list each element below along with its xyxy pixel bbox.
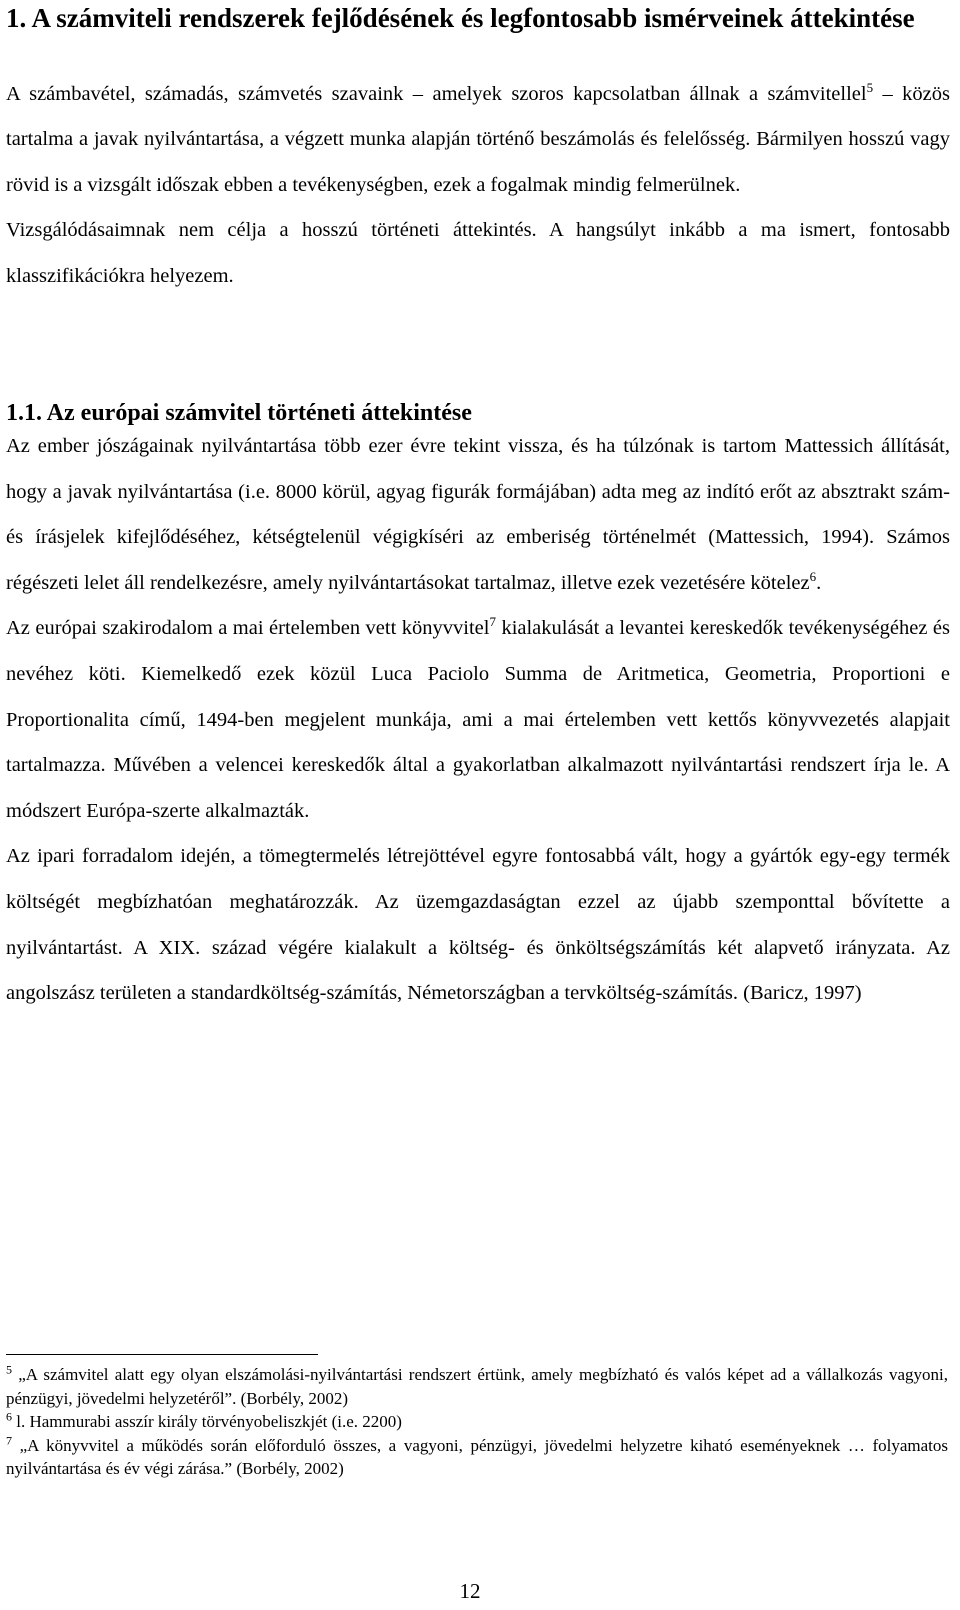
footnote-ref-7: 7: [489, 614, 496, 630]
intro-paragraph-1: [6, 72, 950, 208]
section-p1-text-b: .: [816, 571, 822, 594]
intro-paragraph-2: Vizsgálódásaimnak nem célja a hosszú történeti áttekintés. A hangsúlyt inkább a ma ismert, fontosabb klasszifikációkra helyezem.: [6, 219, 950, 287]
chapter-heading: 1. A számviteli rendszerek fejlődésének és legfontosabb ismérveinek áttekintése: [6, 3, 915, 33]
footnote-number: 7: [6, 1432, 12, 1447]
footnotes: [6, 1363, 948, 1481]
section-p1-text-a: Az ember jószágainak nyilvántartása több ezer évre tekint vissza, és ha túlzónak is tartom Mattessich állítását, hogy a javak nyilvántartása (i.e. 8000 körül, agyag figurák formájában) adta meg az indító erőt az absztrakt szám- és írásjelek kifejlődéséhez, kétségtelenül végigkíséri az emberiség történelmét (Mattessich, 1994). Számos régészeti lelet áll rendelkezésre, amely nyilvántartásokat tartalmaz, illetve ezek vezetésére kötelez: [6, 435, 950, 594]
footnote-text: l. Hammurabi asszír király törvényobeliszkjét (i.e. 2200): [12, 1412, 402, 1431]
footnote-5: [6, 1363, 948, 1410]
footnote-separator: [6, 1354, 318, 1355]
footnote-number: 6: [6, 1409, 12, 1424]
page-number: 12: [459, 1579, 481, 1603]
section-paragraph-3: Az ipari forradalom idején, a tömegtermelés létrejöttével egyre fontosabbá vált, hogy a gyártók egy-egy termék költségét megbízhatóan meghatározzák. Az üzemgazdaságtan ezzel az újabb szemponttal bővítette a nyilvántartást. A XIX. század végére kialakult a költség- és önköltségszámítás két alapvető irányzata. Az angolszász területen a standardköltség-számítás, Németországban a tervköltség-számítás. (Baricz, 1997): [6, 845, 950, 1005]
section-heading: 1.1. Az európai számvitel történeti áttekintése: [6, 400, 472, 426]
footnote-text: „A könyvvitel a működés során előforduló összes, a vagyoni, pénzügyi, jövedelmi helyzetre kiható eseményeknek … folyamatos nyilvántartása és év végi zárása.” (Borbély, 2002): [6, 1435, 948, 1478]
section-body: [6, 424, 950, 1017]
footnote-6: [6, 1410, 948, 1434]
footnote-text: „A számvitel alatt egy olyan elszámolási-nyilvántartási rendszert értünk, amely megbízható és valós képet ad a vállalkozás vagyoni, pénzügyi, jövedelmi helyzetéről”. (Borbély, 2002): [6, 1365, 948, 1408]
section-p2-text-a: Az európai szakirodalom a mai értelemben vett könyvvitel: [6, 617, 490, 640]
footnote-7: [6, 1434, 948, 1481]
footnote-ref-5: 5: [866, 80, 874, 96]
section-paragraph-1: [6, 424, 950, 606]
intro-p1-text-b: – közös tartalma a javak nyilvántartása, a végzett munka alapján történő beszámolás és felelősség. Bármilyen hosszú vagy rövid is a vizsgált időszak ebben a tevékenységben, ezek a fogalmak mindig felmerülnek.: [6, 83, 950, 196]
section-p2-text-b: kialakulását a levantei kereskedők tevékenységéhez és nevéhez köti. Kiemelkedő ezek közül Luca Paciolo Summa de Aritmetica, Geometria, Proportioni e Proportionalita című, 1494-ben megjelent munkája, ami a mai értelemben vett kettős könyvvezetés alapjait tartalmazza. Művében a velencei kereskedők által a gyakorlatban alkalmazott nyilvántartási rendszert írja le. A módszert Európa-szerte alkalmazták.: [6, 617, 950, 822]
intro-section: [6, 72, 950, 299]
footnote-number: 5: [6, 1362, 12, 1377]
section-paragraph-2: [6, 606, 950, 834]
footnote-ref-6: 6: [809, 568, 817, 584]
intro-p1-text-a: A számbavétel, számadás, számvetés szavaink – amelyek szoros kapcsolatban állnak a számvitellel: [6, 83, 867, 105]
